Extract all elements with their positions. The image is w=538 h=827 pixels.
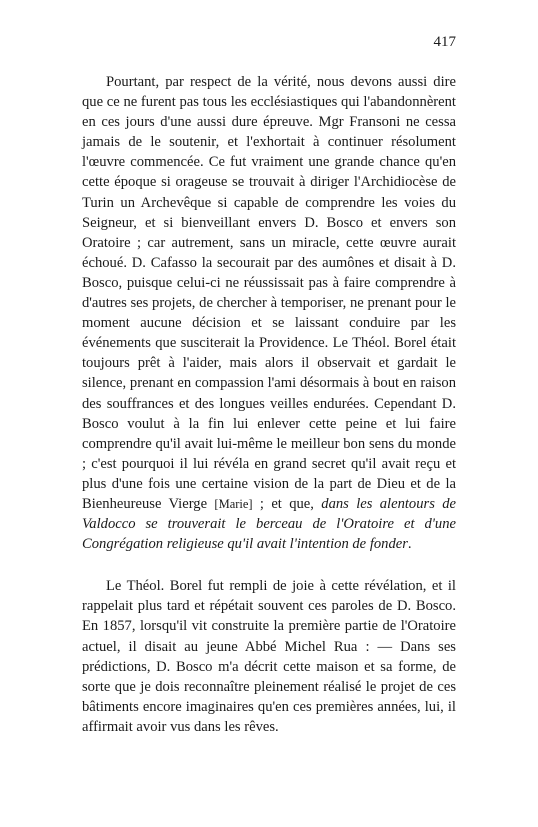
page-number: 417 <box>433 34 456 50</box>
paragraph-1 <box>82 72 456 554</box>
paragraph-2 <box>82 576 456 737</box>
paragraph-1-end: . <box>407 536 412 553</box>
paragraph-1-text: Pourtant, par respect de la vérité, nous devons aussi dire que ce ne furent pas tous les ecclésiastiques qui l'abandonnèrent en ces jours d'une aussi dure épreuve. Mgr Fransoni ne cessa jamais de le soutenir, et l'exhortait à continuer résolument l'œuvre commencée. Ce fut vraiment une grande chance qu'en cette époque si orageuse se trouvait à diriger l'Archidiocèse de Turin un Archevêque si capable de comprendre les voies du Seigneur, et si bienveillant envers D. Bosco et envers son Oratoire ; car autrement, sans un miracle, cette œuvre aurait échoué. D. Cafasso la secourait par des aumônes et disait à D. Bosco, puisque celui-ci ne réussissait pas à faire comprendre à d'autres ses projets, de chercher à temporiser, ne prenant pour le moment aucune décision et se laissant conduire par les événements que susciterait la Providence. Le Théol. Borel était toujours prêt à l'aider, mais alors il observait et gardait le silence, prenant en compassion l'ami désormais à bout en raison des souffrances et des longues veilles endurées. Cependant D. Bosco voulut à la fin lui enlever cette peine et lui faire comprendre qu'il avait lui-même le meilleur bon sens du monde ; c'est pourquoi il lui révéla en grand secret qu'il avait reçu et plus d'une fois une certaine vision de la part de Dieu et de la Bienheureuse Vierge <box>82 74 456 512</box>
bracketed-insertion: [Marie] <box>214 496 253 511</box>
body-text <box>82 72 456 737</box>
emphasized-quote: dans les alentours de Valdocco se trouverait le berceau de l'Oratoire et d'une Congrégation religieuse qu'il avait l'intention de fonder <box>82 495 456 553</box>
paragraph-1-conjunction: ; et que, <box>252 495 322 512</box>
paragraph-2-text: Le Théol. Borel fut rempli de joie à cette révélation, et il rappelait plus tard et répétait souvent ces paroles de D. Bosco. En 1857, lorsqu'il vit construite la première partie de l'Oratoire actuel, il disait au jeune Abbé Michel Rua : — Dans ses prédictions, D. Bosco m'a décrit cette maison et sa forme, de sorte que je dois reconnaître pleinement réalisé le projet de ces bâtiments encore imaginaires qu'en ces premières années, lui, il affirmait avoir vus dans les rêves. <box>82 578 456 735</box>
